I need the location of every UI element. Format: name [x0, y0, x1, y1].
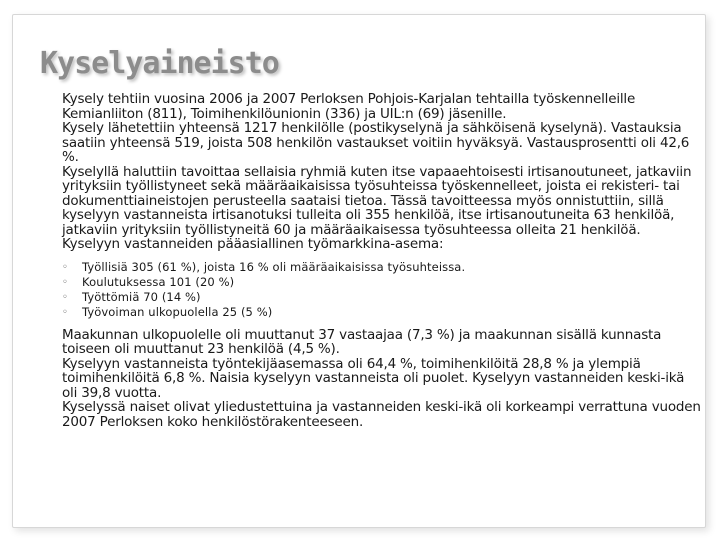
bullet-item — [62, 328, 702, 357]
sub-bullet-list — [62, 260, 702, 320]
sub-bullet-text: Työttömiä 70 (14 %) — [82, 289, 201, 304]
bullet-text: Kysely tehtiin vuosina 2006 ja 2007 Perloksen Pohjois-Karjalan tehtailla työskennelleille Kemianliiton (811), Toimihenkilöunionin (336) ja UIL:n (69) jäsenille. — [62, 91, 636, 122]
bullet-item — [62, 121, 702, 165]
sub-bullet-text: Työllisiä 305 (61 %), joista 16 % oli määräaikaisissa työsuhteissa. — [82, 259, 466, 274]
bullet-text: Kyselyyn vastanneista työntekijäasemassa oli 64,4 %, toimihenkilöitä 28,8 % ja ylempiä toimihenkilöitä 6,8 %. Naisia kyselyyn vastanneista oli puolet. Kyselyyn vastanneiden keski-ikä oli 39,8 vuotta. — [62, 355, 685, 401]
sub-bullet-icon: ◦ — [62, 306, 68, 318]
bullet-item — [62, 237, 702, 320]
sub-bullet-icon: ◦ — [62, 291, 68, 303]
bullet-text: Kyselyllä haluttiin tavoittaa sellaisia ryhmiä kuten itse vapaaehtoisesti irtisanoutuneet, jatkaviin yrityksiin työllistyneet sekä määräaikaisissa työsuhteissa työskennelleet, joista ei rekisteri- tai dokumenttiaineistojen perusteella saataisi tietoa. Tässä tavoitteessa myös onnistuttiin, sillä kyselyyn vastanneista irtisanotuksi tulleita oli 355 henkilöä, itse irtisanoutuneita 63 henkilöä, jatkaviin yrityksiin työllistyneitä 60 ja määräaikaisessa työsuhteessa olleita 21 henkilöä. — [62, 163, 692, 238]
sub-bullet-item — [62, 305, 702, 320]
bullet-item — [62, 400, 702, 429]
sub-bullet-text: Työvoiman ulkopuolella 25 (5 %) — [82, 304, 273, 319]
slide-title: Kyselyaineisto — [40, 46, 279, 81]
sub-bullet-icon: ◦ — [62, 276, 68, 288]
bullet-text: Kyselyssä naiset olivat yliedustettuina ja vastanneiden keski-ikä oli korkeampi verrattuna vuoden 2007 Perloksen koko henkilöstörakenteeseen. — [62, 399, 701, 430]
bullet-text: Kyselyyn vastanneiden pääasiallinen työmarkkina-asema: — [62, 236, 444, 252]
bullet-item — [62, 165, 702, 238]
bullet-item — [62, 357, 702, 401]
sub-bullet-item — [62, 290, 702, 305]
sub-bullet-item — [62, 260, 702, 275]
sub-bullet-item — [62, 275, 702, 290]
sub-bullet-text: Koulutuksessa 101 (20 %) — [82, 274, 235, 289]
bullet-text: Maakunnan ulkopuolelle oli muuttanut 37 vastaajaa (7,3 %) ja maakunnan sisällä kunnasta toiseen oli muuttanut 23 henkilöä (4,5 %). — [62, 326, 662, 357]
sub-bullet-icon: ◦ — [62, 261, 68, 273]
bullet-list — [62, 92, 702, 429]
bullet-item — [62, 92, 702, 121]
bullet-text: Kysely lähetettiin yhteensä 1217 henkilölle (postikyselynä ja sähköisenä kyselynä). Vastauksia saatiin yhteensä 519, joista 508 henkilön vastaukset voitiin hyväksyä. Vastausprosentti oli 42,6 %. — [62, 120, 690, 165]
